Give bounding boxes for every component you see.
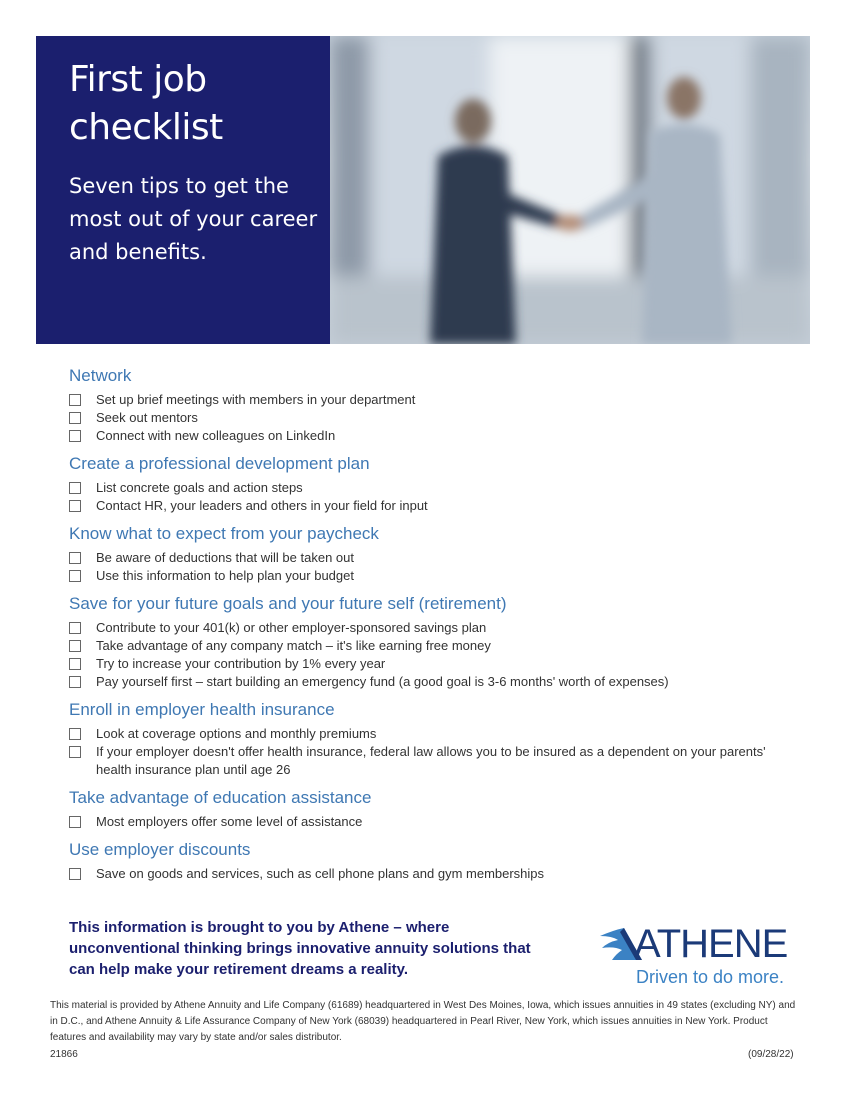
checklist-item: Save on goods and services, such as cell phone plans and gym memberships [69,865,789,883]
checkbox[interactable] [69,728,81,740]
checklist-item: Contact HR, your leaders and others in your field for input [69,497,789,515]
checkbox[interactable] [69,658,81,670]
form-number: 21866 [50,1049,78,1060]
section-paycheck [69,523,789,585]
checklist-item: Look at coverage options and monthly premiums [69,725,789,743]
section-heading: Network [69,366,132,385]
checkbox[interactable] [69,816,81,828]
section-heading: Take advantage of education assistance [69,788,372,807]
checklist-item: Be aware of deductions that will be taken out [69,549,789,567]
section-retirement [69,593,789,691]
section-development-plan [69,453,789,515]
checkbox[interactable] [69,570,81,582]
closing-statement: This information is brought to you by Athene – where unconventional thinking brings innovative annuity solutions that can help make your retirement dreams a reality. [69,919,531,978]
section-education-assistance [69,787,789,831]
checklist-item: Use this information to help plan your budget [69,567,789,585]
logo-wordmark: ATHENE [634,922,788,966]
section-heading: Save for your future goals and your future self (retirement) [69,594,507,613]
checkbox[interactable] [69,394,81,406]
checklist-item: Seek out mentors [69,409,789,427]
checkbox[interactable] [69,430,81,442]
checklist-item: Set up brief meetings with members in your department [69,391,789,409]
checkbox[interactable] [69,500,81,512]
section-heading: Create a professional development plan [69,454,370,473]
handshake-illustration [330,36,810,344]
checkbox[interactable] [69,412,81,424]
page-title: First job checklist [69,59,223,148]
hero-banner [36,36,810,344]
athene-logo [598,922,808,988]
section-heading: Use employer discounts [69,840,251,859]
checkbox[interactable] [69,746,81,758]
logo-tagline: Driven to do more. [636,967,785,987]
checklist-item: Try to increase your contribution by 1% every year [69,655,789,673]
checklist-item: List concrete goals and action steps [69,479,789,497]
legal-disclaimer: This material is provided by Athene Annuity and Life Company (61689) headquartered in West Des Moines, Iowa, which issues annuities in 49 states (excluding NY) and in D.C., and Athene Annuity & Life Assurance Company of New York (68039) headquartered in Pearl River, New York, which issues annuities in New York. Product features and availability may vary by state and/or sales distributor. [50,1000,796,1043]
section-network [69,365,789,445]
section-employer-discounts [69,839,789,883]
checklist-item: Most employers offer some level of assistance [69,813,789,831]
checklist-item: Contribute to your 401(k) or other employer-sponsored savings plan [69,619,789,637]
checkbox[interactable] [69,640,81,652]
hero-title-panel [36,36,330,344]
form-date: (09/28/22) [748,1049,794,1060]
checkbox[interactable] [69,482,81,494]
section-heading: Know what to expect from your paycheck [69,524,379,543]
checklist-item: Connect with new colleagues on LinkedIn [69,427,789,445]
handshake-photo [330,36,810,344]
checklist-item: Pay yourself first – start building an emergency fund (a good goal is 3-6 months' worth of expenses) [69,673,789,691]
section-heading: Enroll in employer health insurance [69,700,335,719]
checkbox[interactable] [69,676,81,688]
page-subtitle: Seven tips to get the most out of your career and benefits. [69,174,318,264]
section-health-insurance [69,699,789,779]
checkbox[interactable] [69,552,81,564]
checklist [69,365,789,891]
checklist-item: Take advantage of any company match – it's like earning free money [69,637,789,655]
checklist-item: If your employer doesn't offer health insurance, federal law allows you to be insured as a dependent on your parents' health insurance plan until age 26 [69,743,789,779]
checkbox[interactable] [69,622,81,634]
checkbox[interactable] [69,868,81,880]
